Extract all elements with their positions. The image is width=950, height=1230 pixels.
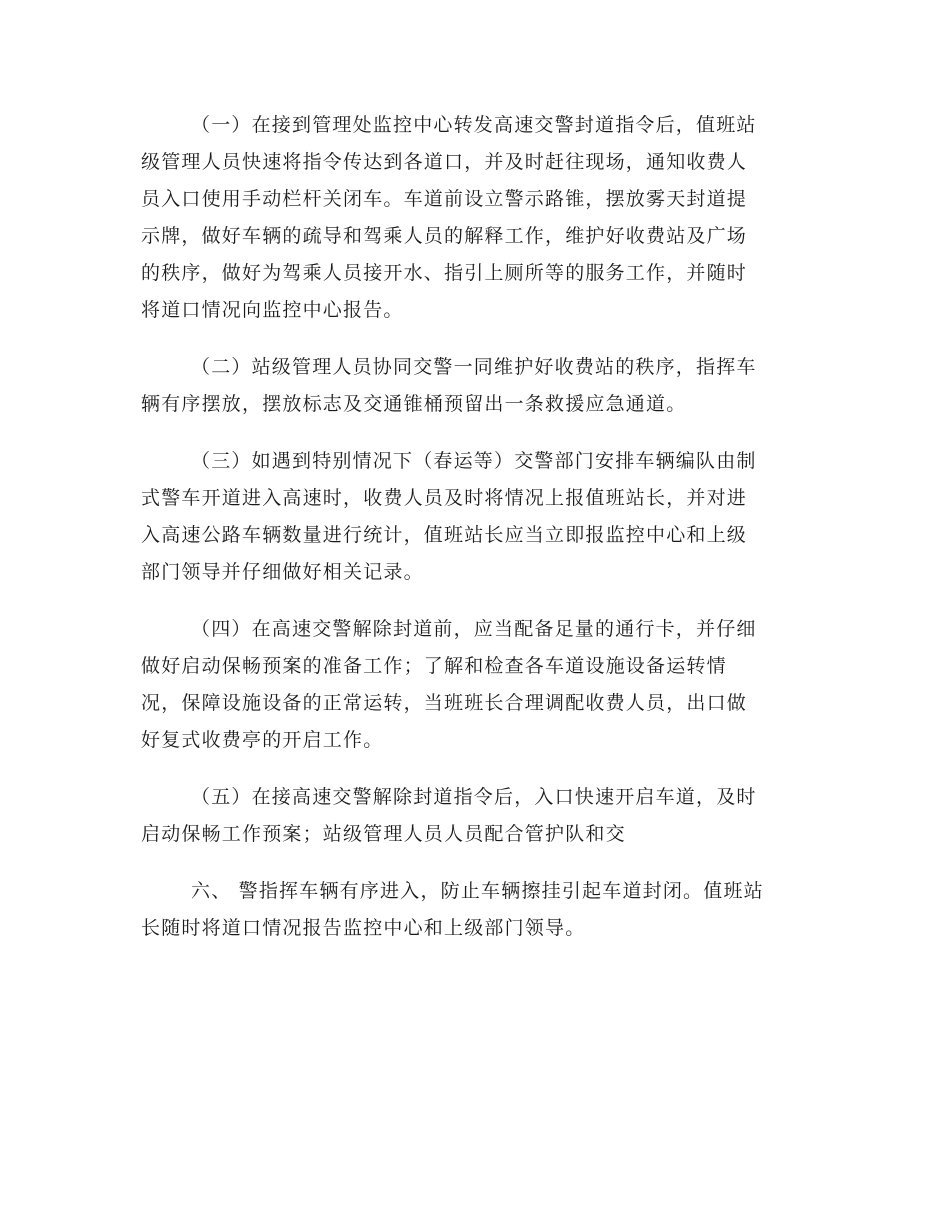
paragraph-line: 员入口使用手动栏杆关闭车。车道前设立警示路锥，摆放雾天封道提	[141, 188, 748, 210]
paragraph-line: 做好启动保畅预案的准备工作；了解和检查各车道设施设备运转情	[141, 655, 727, 677]
paragraph-line: 入高速公路车辆数量进行统计，值班站长应当立即报监控中心和上级	[141, 524, 748, 546]
paragraph-line: 况，保障设施设备的正常运转，当班班长合理调配收费人员，出口做	[141, 692, 748, 714]
document-body	[141, 107, 813, 947]
paragraph-line: （二）站级管理人员协同交警一同维护好收费站的秩序，指挥车	[191, 356, 757, 378]
paragraph-line: 将道口情况向监控中心报告。	[141, 299, 404, 321]
paragraph-line: 示牌，做好车辆的疏导和驾乘人员的解释工作，维护好收费站及广场	[141, 225, 748, 247]
paragraph-line: 式警车开道进入高速时，收费人员及时将情况上报值班站长，并对进	[141, 487, 748, 509]
paragraph-line: 级管理人员快速将指令传达到各道口，并及时赶往现场，通知收费人	[141, 151, 748, 173]
paragraph-3	[141, 443, 813, 591]
paragraph-line: 六、 警指挥车辆有序进入，防止车辆擦挂引起车道封闭。值班站	[191, 880, 764, 902]
paragraph-line: 启动保畅工作预案；站级管理人员人员配合管护队和交	[141, 823, 626, 845]
paragraph-line: 的秩序，做好为驾乘人员接开水、指引上厕所等的服务工作，并随时	[141, 262, 748, 284]
paragraph-line: （一）在接到管理处监控中心转发高速交警封道指令后，值班站	[191, 114, 757, 136]
paragraph-line: （五）在接高速交警解除封道指令后，入口快速开启车道，及时	[191, 786, 757, 808]
paragraph-line: 部门领导并仔细做好相关记录。	[141, 561, 424, 583]
paragraph-line: 长随时将道口情况报告监控中心和上级部门领导。	[141, 917, 586, 939]
paragraph-1	[141, 107, 813, 329]
paragraph-line: 好复式收费亭的开启工作。	[141, 729, 384, 751]
paragraph-line: （三）如遇到特别情况下（春运等）交警部门安排车辆编队由制	[191, 450, 757, 472]
paragraph-6	[141, 873, 813, 947]
paragraph-line: 辆有序摆放，摆放标志及交通锥桶预留出一条救援应急通道。	[141, 393, 687, 415]
paragraph-2	[141, 349, 813, 423]
paragraph-line: （四）在高速交警解除封道前，应当配备足量的通行卡，并仔细	[191, 618, 757, 640]
paragraph-4	[141, 611, 813, 759]
paragraph-5	[141, 779, 813, 853]
